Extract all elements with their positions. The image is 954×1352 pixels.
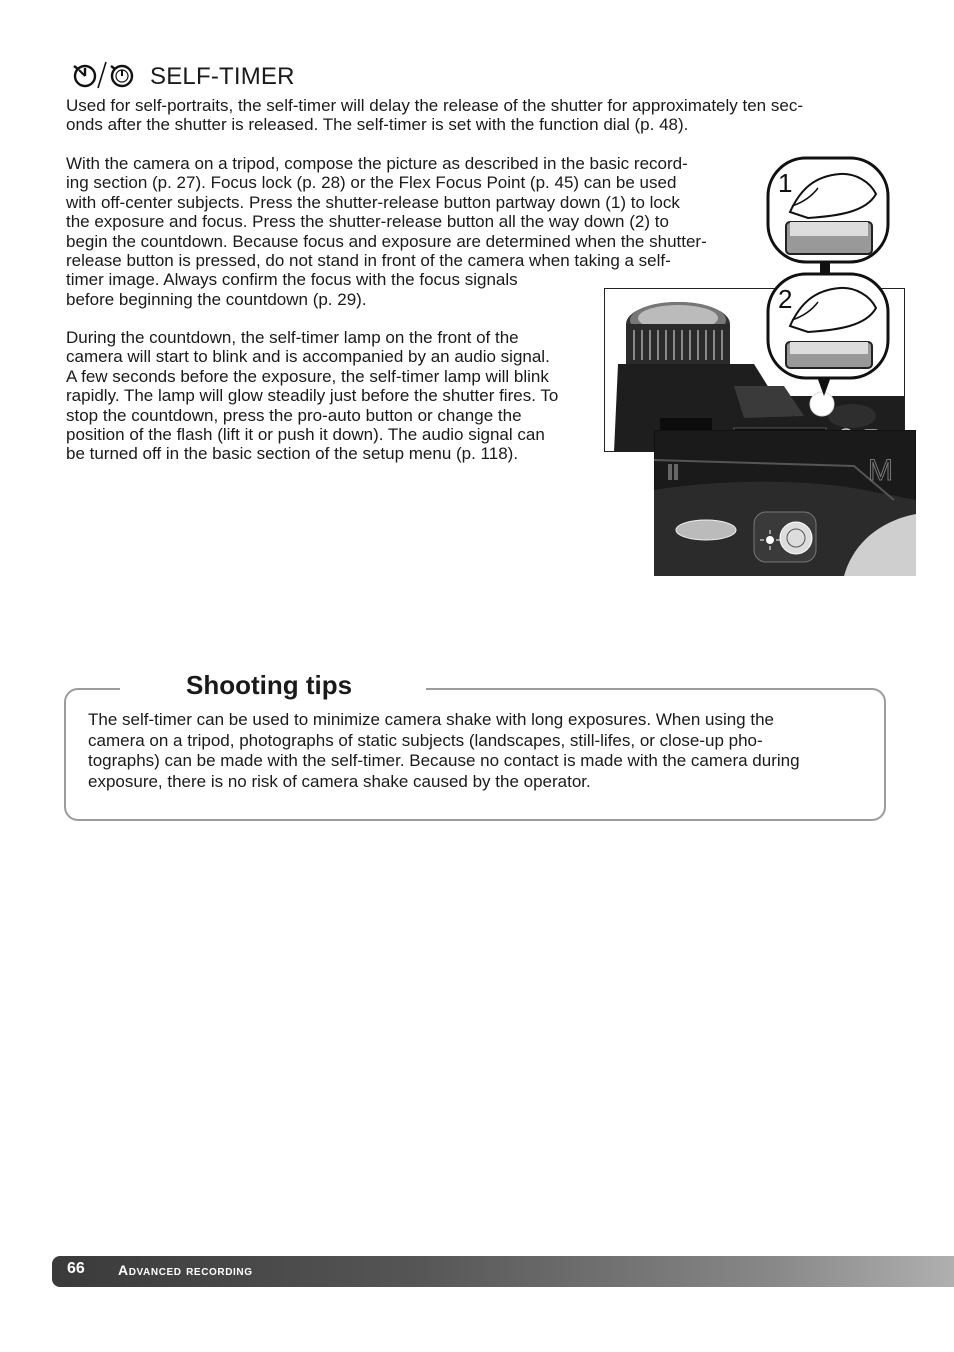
text-line: stop the countdown, press the pro-auto button or change the — [66, 405, 522, 425]
text-line: begin the countdown. Because focus and exposure are determined when the shutter- — [66, 231, 707, 251]
grip-letter: M — [868, 454, 893, 487]
countdown-paragraph — [66, 328, 601, 464]
text-line: The self-timer can be used to minimize camera shake with long exposures. When using the — [88, 710, 774, 729]
camera-top-illustration — [604, 156, 908, 452]
text-line: With the camera on a tripod, compose the picture as described in the basic record- — [66, 154, 688, 173]
section-title: SELF-TIMER — [150, 63, 295, 90]
self-timer-icon — [70, 58, 136, 97]
text-line: exposure, there is no risk of camera shake caused by the operator. — [88, 771, 591, 791]
text-line: release button is pressed, do not stand in front of the camera when taking a self- — [66, 251, 671, 271]
page-number: 66 — [67, 1260, 85, 1277]
text-line: be turned off in the basic section of the setup menu (p. 118). — [66, 444, 519, 464]
camera-front-illustration — [654, 430, 916, 576]
step-1-label: 1 — [778, 168, 793, 198]
text-line: rapidly. The lamp will glow steadily just before the shutter fires. To — [66, 386, 559, 406]
text-line: the exposure and focus. Press the shutter-release button all the way down (2) to — [66, 212, 669, 232]
intro-paragraph — [66, 96, 866, 135]
tips-text — [88, 710, 868, 792]
tips-title: Shooting tips — [186, 670, 353, 700]
text-line: ing section (p. 27). Focus lock (p. 28) or the Flex Focus Point (p. 45) can be used — [66, 173, 677, 193]
footer-section-name: Advanced recording — [118, 1262, 253, 1278]
section-heading — [70, 60, 295, 94]
text-line: Used for self-portraits, the self-timer will delay the release of the shutter for approximately ten sec- — [66, 96, 803, 115]
text-line: timer image. Always confirm the focus with the focus signals — [66, 270, 518, 290]
step-2-label: 2 — [778, 284, 793, 314]
text-line: position of the flash (lift it or push it down). The audio signal can — [66, 425, 545, 445]
text-line: with off-center subjects. Press the shutter-release button partway down (1) to lock — [66, 192, 680, 212]
text-line: camera will start to blink and is accompanied by an audio signal. — [66, 347, 550, 367]
text-line: During the countdown, the self-timer lamp on the front of the — [66, 328, 519, 347]
text-line: tographs) can be made with the self-timer. Because no contact is made with the camera during — [88, 751, 800, 770]
text-line: onds after the shutter is released. The self-timer is set with the function dial (p. 48). — [66, 115, 689, 135]
text-line: before beginning the countdown (p. 29). — [66, 289, 367, 309]
text-line: A few seconds before the exposure, the self-timer lamp will blink — [66, 366, 549, 386]
text-line: camera on a tripod, photographs of static subjects (landscapes, still-lifes, or close-up pho- — [88, 730, 763, 750]
